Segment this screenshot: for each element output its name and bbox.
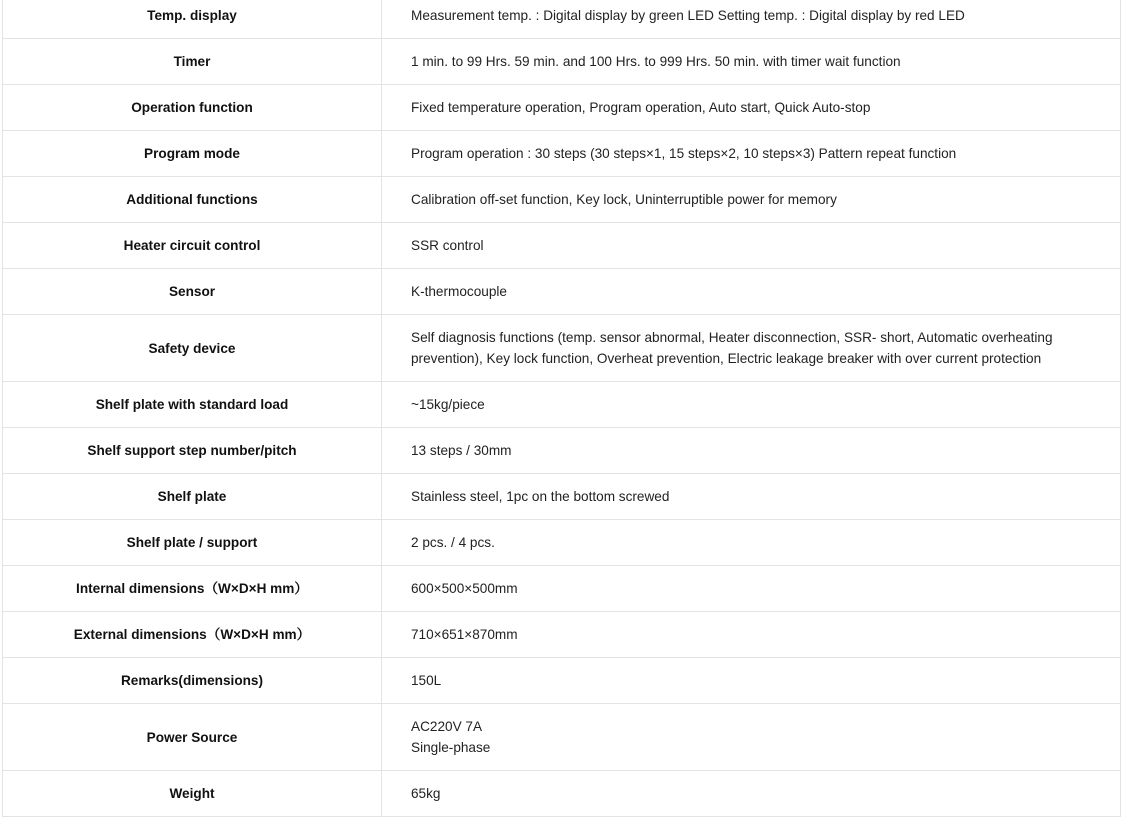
spec-row: [3, 269, 1121, 315]
spec-value: [382, 269, 1121, 315]
spec-label: Heater circuit control: [3, 223, 382, 269]
spec-label: Timer: [3, 39, 382, 85]
spec-value: [382, 771, 1121, 817]
spec-value: [382, 131, 1121, 177]
spec-row: [3, 131, 1121, 177]
spec-label: Shelf support step number/pitch: [3, 428, 382, 474]
spec-value-line: Fixed temperature operation, Program operation, Auto start, Quick Auto-stop: [411, 100, 871, 115]
spec-label: Sensor: [3, 269, 382, 315]
spec-value-line: Self diagnosis functions (temp. sensor abnormal, Heater disconnection, SSR- short, Automatic overheating prevention), Key lock function, Overheat prevention, Electric leakage breaker with over current protection: [411, 330, 1053, 366]
spec-label: Safety device: [3, 315, 382, 382]
spec-value-line: 1 min. to 99 Hrs. 59 min. and 100 Hrs. to 999 Hrs. 50 min. with timer wait function: [411, 54, 901, 69]
spec-row: [3, 315, 1121, 382]
specification-table-body: [3, 0, 1121, 817]
spec-value: [382, 315, 1121, 382]
spec-value-line: Measurement temp. : Digital display by green LED Setting temp. : Digital display by red LED: [411, 8, 965, 23]
spec-row: [3, 85, 1121, 131]
spec-label: Operation function: [3, 85, 382, 131]
spec-value: [382, 382, 1121, 428]
spec-value: [382, 85, 1121, 131]
spec-label: Weight: [3, 771, 382, 817]
spec-row: [3, 39, 1121, 85]
spec-value: [382, 474, 1121, 520]
spec-value-line: ~15kg/piece: [411, 397, 485, 412]
spec-value-line: Program operation : 30 steps (30 steps×1, 15 steps×2, 10 steps×3) Pattern repeat function: [411, 146, 957, 161]
spec-value: [382, 428, 1121, 474]
spec-value: [382, 704, 1121, 771]
spec-label: Shelf plate / support: [3, 520, 382, 566]
spec-value: [382, 223, 1121, 269]
spec-value-line: 65kg: [411, 786, 441, 801]
spec-label: Remarks(dimensions): [3, 658, 382, 704]
spec-value: [382, 39, 1121, 85]
spec-row: [3, 177, 1121, 223]
spec-value: [382, 566, 1121, 612]
spec-row: [3, 520, 1121, 566]
spec-value: [382, 658, 1121, 704]
spec-label: Power Source: [3, 704, 382, 771]
spec-row: [3, 658, 1121, 704]
spec-value: [382, 612, 1121, 658]
specification-table: [2, 0, 1121, 817]
spec-row: [3, 704, 1121, 771]
spec-row: [3, 428, 1121, 474]
spec-value-line: 2 pcs. / 4 pcs.: [411, 535, 495, 550]
spec-label: Temp. display: [3, 0, 382, 39]
spec-value-line: Calibration off-set function, Key lock, Uninterruptible power for memory: [411, 192, 837, 207]
spec-value-line: 600×500×500mm: [411, 581, 518, 596]
spec-label: Shelf plate: [3, 474, 382, 520]
spec-label: Additional functions: [3, 177, 382, 223]
spec-row: [3, 0, 1121, 39]
spec-label: Program mode: [3, 131, 382, 177]
spec-value: [382, 177, 1121, 223]
spec-value: [382, 0, 1121, 39]
spec-row: [3, 771, 1121, 817]
spec-label: Shelf plate with standard load: [3, 382, 382, 428]
spec-label: External dimensions（W×D×H mm）: [3, 612, 382, 658]
spec-value-line: SSR control: [411, 238, 484, 253]
spec-row: [3, 566, 1121, 612]
spec-value-line: 710×651×870mm: [411, 627, 518, 642]
spec-value-line: 13 steps / 30mm: [411, 443, 512, 458]
spec-row: [3, 382, 1121, 428]
spec-value-line: 150L: [411, 673, 442, 688]
spec-row: [3, 223, 1121, 269]
spec-value: [382, 520, 1121, 566]
spec-value-line: Stainless steel, 1pc on the bottom screwed: [411, 489, 670, 504]
spec-row: [3, 474, 1121, 520]
spec-value-line: Single-phase: [411, 740, 491, 755]
spec-row: [3, 612, 1121, 658]
spec-label: Internal dimensions（W×D×H mm）: [3, 566, 382, 612]
spec-value-line: K-thermocouple: [411, 284, 507, 299]
spec-value-line: AC220V 7A: [411, 719, 483, 734]
